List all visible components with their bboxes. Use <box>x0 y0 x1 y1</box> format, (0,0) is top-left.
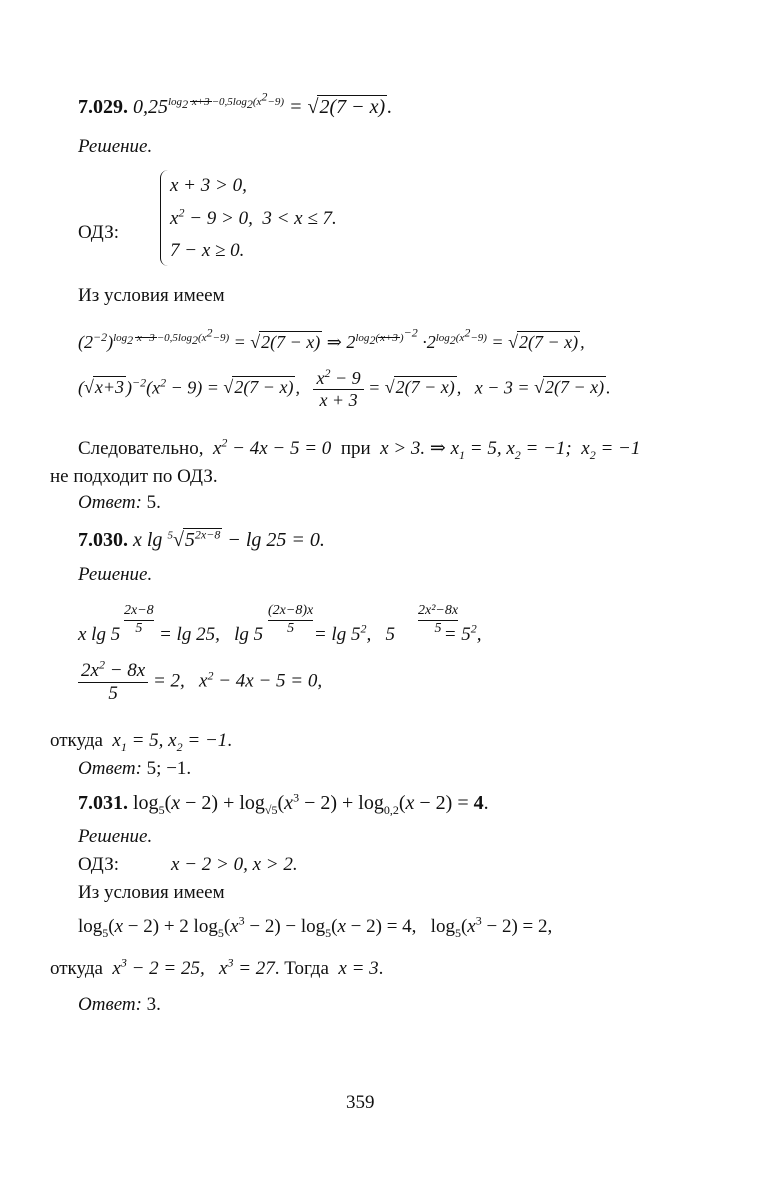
solution-label: Решение. <box>78 826 153 847</box>
problem-number: 7.029. <box>78 96 128 118</box>
odz-condition-3: 7 − x ≥ 0. <box>170 240 245 261</box>
exponent-030-2: (2x−8)x 5 <box>268 603 314 636</box>
odz-value: x − 2 > 0, x > 2. <box>171 854 298 875</box>
problem-number: 7.030. <box>78 529 128 551</box>
problem-7-031 <box>78 792 489 815</box>
solution-label: Решение. <box>78 136 153 157</box>
equation-line-030-a: x lg 5 = lg 25, $\lg 5 = \lg 5^2$, $5 = 5^2$, <box>78 621 482 645</box>
exponent-030-1: 2x−8 5 <box>124 603 154 636</box>
conclusion-029-a: Следовательно, $x^2 - 4x - 5 = 0$ при x > 3. ⇒ $x_1 = 5$, $x_2 = -1$; $x_2 = -1$ <box>78 435 641 462</box>
page-number: 359 <box>346 1092 375 1113</box>
solution-label: Решение. <box>78 564 153 585</box>
answer-label: Ответ: <box>78 492 142 513</box>
from-condition-text: Из условия имеем <box>78 882 225 903</box>
answer-value: 5; −1. <box>146 758 192 779</box>
problem-equation: x $\lg ^5√5^{2x-8} - \lg 25 = 0$. <box>133 527 325 551</box>
exponent-030-3: 2x²−8x 5 <box>418 603 459 636</box>
odz-031 <box>78 854 298 876</box>
problem-7-030 <box>78 528 325 552</box>
problem-number: 7.031. <box>78 792 128 814</box>
answer-label: Ответ: <box>78 994 142 1015</box>
answer-031 <box>78 994 161 1016</box>
conclusion-029-b: не подходит по ОДЗ. <box>50 466 218 487</box>
odz-label: ОДЗ: <box>78 222 120 243</box>
conclusion-030: откуда $x_1 = 5$, $x_2 = -1$. <box>50 730 233 754</box>
equation-line-029-a: $(2^{-2})^{log_2 x-3 -0,5log_2(x^2-9)} = √2(7 - x)$ ⇒ $2^{log_2(x+3 )^{-2}} \cdot 2^{log_2(x^2-9)} = √2(7 - x)$ , <box>78 325 585 352</box>
answer-030 <box>78 758 191 780</box>
problem-equation: $\log_5(x - 2) + \log_{√5}(x^3 - 2) + \log_{0,2}(x - 2) = 4$. <box>133 790 489 817</box>
answer-value: 3. <box>146 994 161 1015</box>
equation-line-031: $\log_5(x - 2) + 2$ $\log_5(x^3 - 2) - \log_5(x - 2) = 4$, $\log_5(x^3 - 2) = 2$, <box>78 913 553 940</box>
odz-brace <box>160 170 169 266</box>
answer-029 <box>78 492 161 514</box>
from-condition-text: Из условия имеем <box>78 285 225 306</box>
odz-condition-1: x + 3 > 0, <box>170 175 247 196</box>
odz-label: ОДЗ: <box>78 854 120 875</box>
odz-condition-2: $x^2 - 9 > 0$, 3 < x ≤ 7. <box>170 205 337 229</box>
problem-7-029 <box>78 89 393 119</box>
equation-line-030-b: $\frac{2x^2 - 8x}{5}$ = 2, $x^2 - 4x - 5 = 0$, <box>78 660 322 705</box>
equation-line-029-b: (√x+3 )$^{-2}(x^2 - 9) = √2(7 - x)$ , $\frac{x^2 - 9}{x + 3}$ = √2(7 − x) , x − 3 = √2(7 − x) . <box>78 366 611 410</box>
conclusion-031: откуда $x^3 - 2 = 25$, $x^3 = 27$. Тогда x = 3. <box>50 955 384 979</box>
answer-value: 5. <box>146 492 161 513</box>
problem-equation: $0,25^{log_2 x+3 -0,5log_2(x^2-9)} = √2(7 - x)$ . <box>133 89 393 118</box>
answer-label: Ответ: <box>78 758 142 779</box>
